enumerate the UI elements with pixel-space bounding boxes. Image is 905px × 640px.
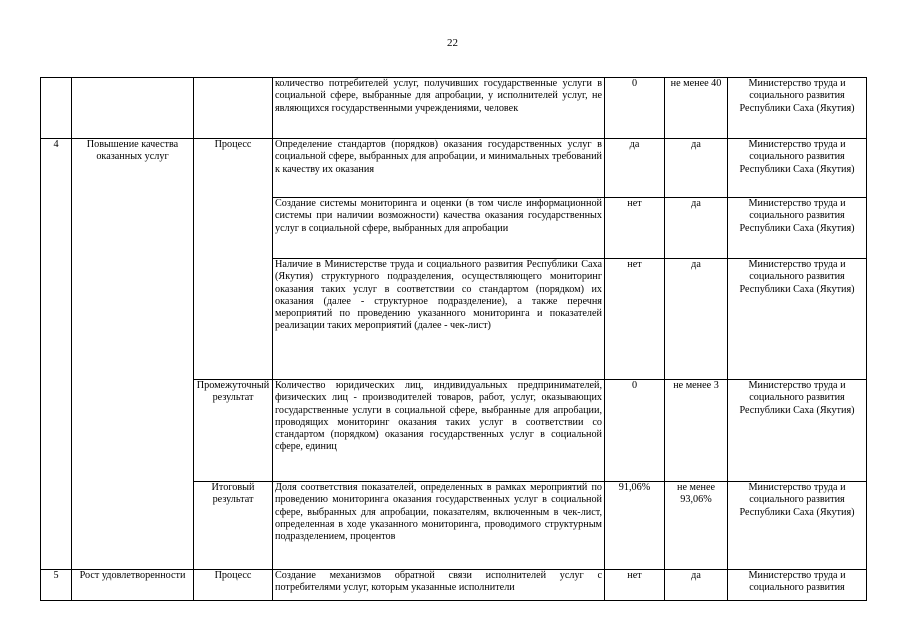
responsible-cell: Министерство труда и социального развития Республики Саха (Якутия) (728, 482, 867, 570)
base-value-cell: 0 (605, 380, 665, 482)
indicator-type-cell: Процесс (194, 570, 273, 601)
target-value-cell: да (665, 570, 728, 601)
responsible-cell: Министерство труда и социального развития Республики Саха (Якутия) (728, 198, 867, 259)
base-value-cell: нет (605, 570, 665, 601)
row-number-cell: 4 (41, 139, 72, 570)
table-row (41, 570, 867, 601)
base-value-cell: да (605, 139, 665, 198)
base-value-cell: 0 (605, 78, 665, 139)
responsible-cell: Министерство труда и социального развития (728, 570, 867, 601)
indicator-type-cell: Итоговый результат (194, 482, 273, 570)
target-value-cell: да (665, 198, 728, 259)
row-number-cell (41, 78, 72, 139)
indicator-description-cell: Количество юридических лиц, индивидуальных предпринимателей, физических лиц - производителей товаров, работ, услуг, оказывающих государственные услуги в социальной сфере, выбранные для апробации, проводящих мониторинг оказания таких услуг в соответствии со стандартом (порядком) оказания государственных услуг в социальной сфере, единиц (273, 380, 605, 482)
indicator-description-cell: количество потребителей услуг, получивших государственные услуги в социальной сфере, выбранные для апробации, у исполнителей услуг, не являющихся государственными учреждениями, человек (273, 78, 605, 139)
target-value-cell: не менее 3 (665, 380, 728, 482)
target-value-cell: не менее 40 (665, 78, 728, 139)
indicator-description-cell: Наличие в Министерстве труда и социального развития Республики Саха (Якутия) структурного подразделения, осуществляющего мониторинг оказания таких услуг в соответствии со стандартом (порядком) их оказания (далее - структурное подразделение), а также перечня мероприятий по проведению указанного мониторинга и показателей реализации таких мероприятий (далее - чек-лист) (273, 259, 605, 380)
indicators-table (40, 77, 867, 601)
indicator-type-cell: Промежуточный результат (194, 380, 273, 482)
task-cell: Рост удовлетворенности (72, 570, 194, 601)
responsible-cell: Министерство труда и социального развития Республики Саха (Якутия) (728, 78, 867, 139)
target-value-cell: не менее 93,06% (665, 482, 728, 570)
base-value-cell: нет (605, 198, 665, 259)
table-row (41, 139, 867, 198)
row-number-cell: 5 (41, 570, 72, 601)
target-value-cell: да (665, 139, 728, 198)
base-value-cell: нет (605, 259, 665, 380)
task-cell (72, 78, 194, 139)
responsible-cell: Министерство труда и социального развития Республики Саха (Якутия) (728, 139, 867, 198)
task-cell: Повышение качества оказанных услуг (72, 139, 194, 570)
responsible-cell: Министерство труда и социального развития Республики Саха (Якутия) (728, 380, 867, 482)
indicator-type-cell (194, 78, 273, 139)
responsible-cell: Министерство труда и социального развития Республики Саха (Якутия) (728, 259, 867, 380)
indicator-description-cell: Доля соответствия показателей, определенных в рамках мероприятий по проведению мониторинга оказания государственных услуг в социальной сфере, выбранных для апробации, показателям, включенным в чек-лист, определенная в ходе указанного мониторинга, проводимого структурным подразделением, процентов (273, 482, 605, 570)
indicator-description-cell: Создание системы мониторинга и оценки (в том числе информационной системы при наличии возможности) качества оказания государственных услуг в социальной сфере, выбранных для апробации (273, 198, 605, 259)
table-row (41, 78, 867, 139)
target-value-cell: да (665, 259, 728, 380)
indicator-description-cell: Создание механизмов обратной связи исполнителей услуг с потребителями услуг, которым указанные исполнители (273, 570, 605, 601)
indicator-description-cell: Определение стандартов (порядков) оказания государственных услуг в социальной сфере, выбранных для апробации, и минимальных требований к качеству их оказания (273, 139, 605, 198)
base-value-cell: 91,06% (605, 482, 665, 570)
indicator-type-cell: Процесс (194, 139, 273, 380)
page-number: 22 (447, 37, 458, 49)
